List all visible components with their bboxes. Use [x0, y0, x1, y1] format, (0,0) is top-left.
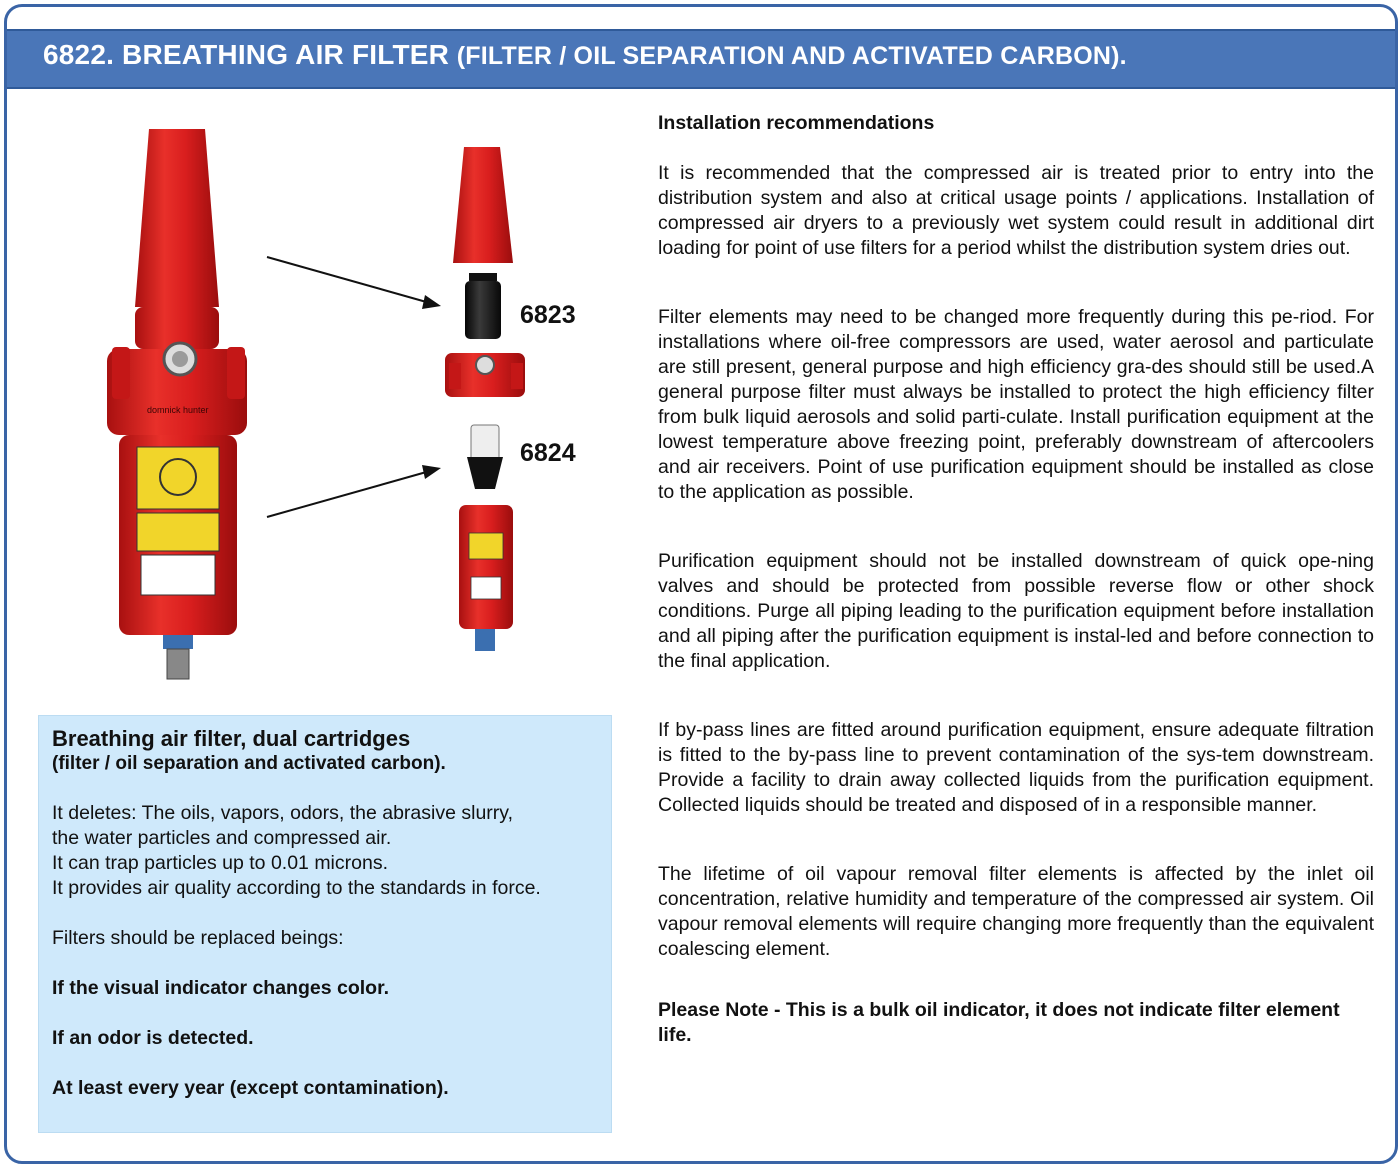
replace-condition: If the visual indicator changes color.	[52, 977, 390, 999]
part-number-6823: 6823	[520, 301, 576, 329]
assembled-filter-image	[107, 129, 247, 679]
installation-recommendations	[658, 111, 1374, 1048]
replace-condition: At least every year (except contamination).	[52, 1077, 449, 1099]
arrow-6824	[267, 469, 437, 517]
product-summary-box	[38, 715, 612, 1133]
part-number-6824: 6824	[520, 439, 576, 467]
feature-line: It can trap particles up to 0.01 microns.	[52, 852, 388, 874]
replace-condition: If an odor is detected.	[52, 1027, 254, 1049]
summary-title: Breathing air filter, dual cartridges	[52, 726, 411, 751]
feature-line: the water particles and compressed air.	[52, 827, 392, 849]
page-title-sub: (FILTER / OIL SEPARATION AND ACTIVATED CARBON).	[456, 42, 1127, 70]
feature-line: It provides air quality according to the standards in force.	[52, 877, 541, 899]
title-bar	[7, 29, 1395, 89]
page-title-main: 6822. BREATHING AIR FILTER	[43, 39, 450, 70]
product-illustration	[67, 107, 627, 707]
filter-diagram	[67, 107, 627, 707]
recommendation-paragraph: The lifetime of oil vapour removal filter elements is affected by the inlet oil concentration, relative humidity and temperature of the compressed air system. Oil vapour removal elements will require changing more frequently than the equivalent coalescing element.	[658, 863, 1374, 960]
page-title	[43, 39, 1127, 71]
replace-intro: Filters should be replaced beings:	[52, 927, 344, 949]
recommendation-paragraph: Purification equipment should not be installed downstream of quick ope-ning valves and should be protected from possible reverse flow or other shock conditions. Purge all piping leading to the purification equipment before installation and all piping after the purification equipment is instal-led and before connection to the final application.	[658, 550, 1374, 672]
summary-subtitle: (filter / oil separation and activated carbon).	[52, 753, 446, 774]
recommendation-paragraph: Filter elements may need to be changed more frequently during this pe-riod. For installations where oil-free compressors are used, water aerosol and particulate are still present, general purpose and high efficiency gra-des should still be used.A general purpose filter must always be installed to protect the high efficiency filter from bulk liquid aerosols and solid parti-culate. Install purification equipment at the lowest temperature above freezing point, preferably downstream of aftercoolers and air receivers. Point of use purification equipment should be installed as close to the application as possible.	[658, 306, 1374, 503]
page-frame	[4, 4, 1398, 1164]
feature-line: It deletes: The oils, vapors, odors, the abrasive slurry,	[52, 802, 513, 824]
exploded-filter-image	[445, 147, 525, 651]
arrow-6823	[267, 257, 437, 305]
brand-text: domnick hunter	[147, 405, 209, 415]
recommendation-paragraph: If by-pass lines are fitted around purification equipment, ensure adequate filtration is fitted to the by-pass line to prevent contamination of the sys-tem downstream. Provide a facility to drain away collected liquids from the purification equipment. Collected liquids should be treated and disposed of in a responsible manner.	[658, 719, 1374, 816]
recommendations-heading: Installation recommendations	[658, 112, 935, 134]
please-note: Please Note - This is a bulk oil indicator, it does not indicate filter element life.	[658, 999, 1340, 1046]
recommendation-paragraph: It is recommended that the compressed air is treated prior to entry into the distribution system and also at critical usage points / applications. Installation of compressed air dryers to a previously wet system could result in additional dirt loading for point of use filters for a period whilst the distribution system dries out.	[658, 162, 1374, 259]
